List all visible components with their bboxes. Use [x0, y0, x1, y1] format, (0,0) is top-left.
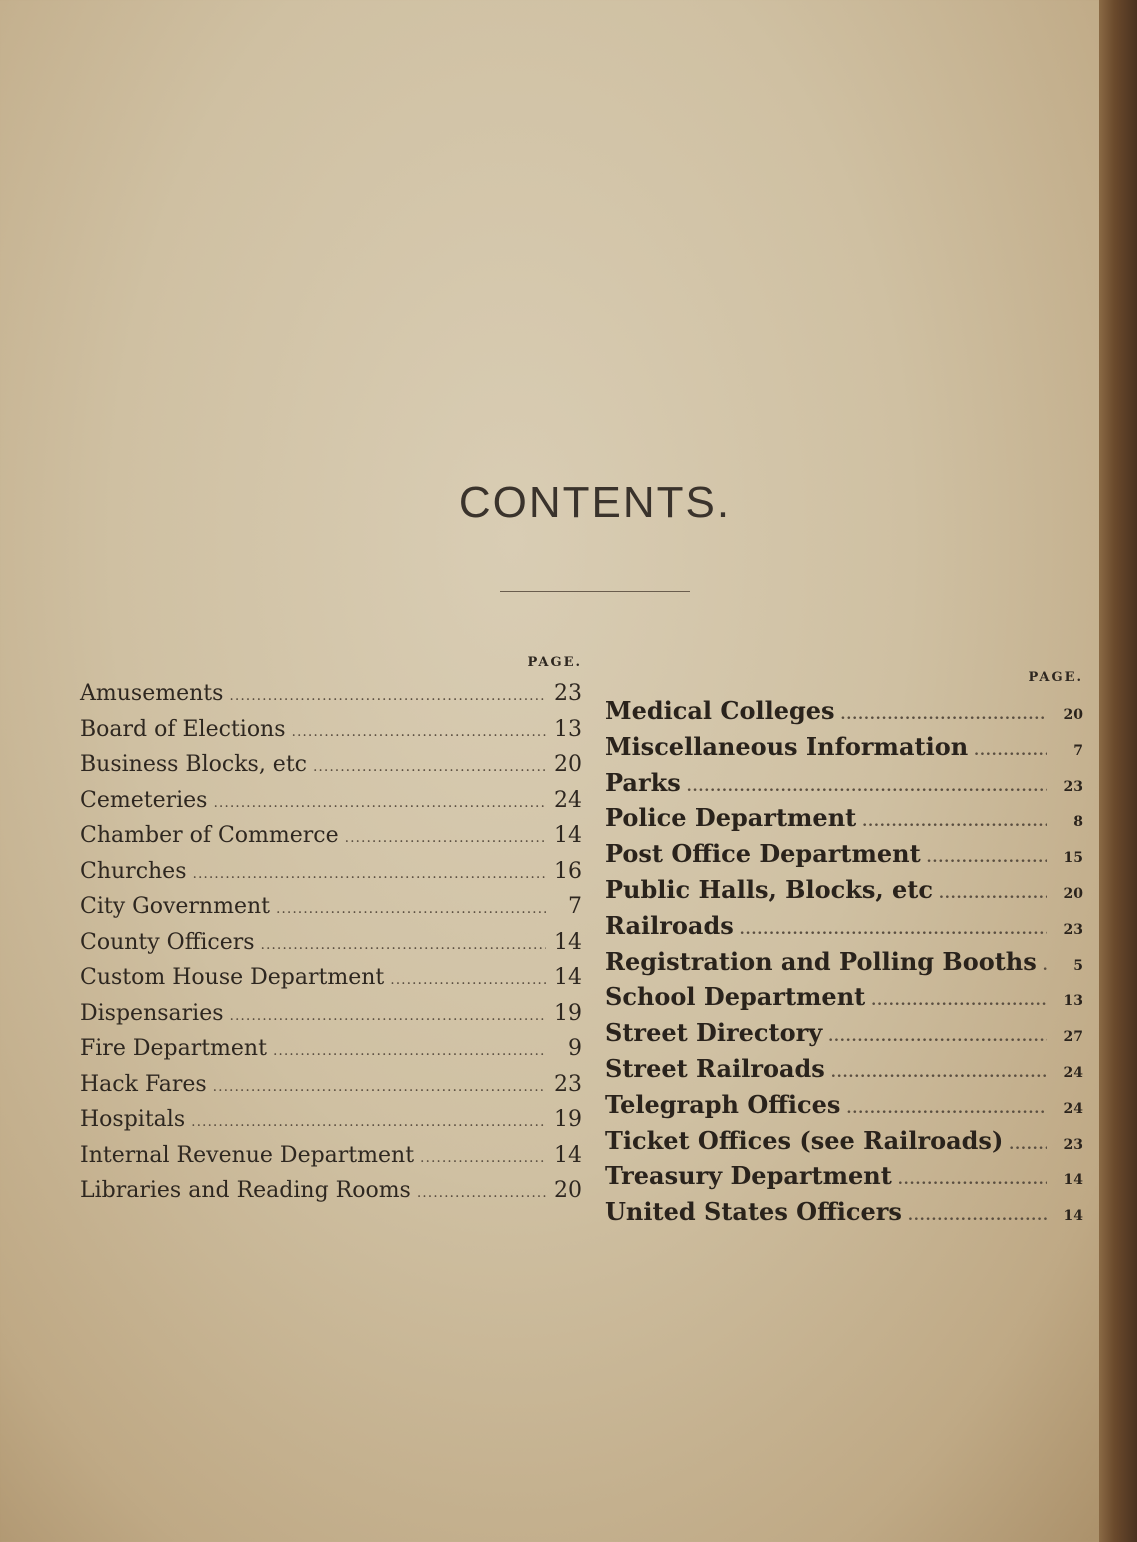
toc-entry	[605, 875, 1083, 911]
toc-entry-page: 8	[1073, 814, 1083, 831]
toc-entry-page: 27	[1063, 1029, 1083, 1046]
toc-entry-label: Chamber of Commerce	[80, 823, 339, 848]
toc-entry-page: 9	[568, 1036, 582, 1061]
toc-entry-label: Churches	[80, 858, 187, 884]
toc-entry-page: 7	[1073, 742, 1083, 759]
toc-entry	[80, 894, 582, 930]
toc-entry-page: 14	[1063, 1208, 1083, 1225]
toc-entry-label: Cemeteries	[80, 787, 208, 813]
toc-entry-label: Fire Department	[80, 1036, 267, 1061]
toc-entry	[80, 823, 582, 859]
toc-entry	[80, 1036, 582, 1072]
toc-entry-label: Medical Colleges	[605, 696, 835, 725]
toc-entry-label: Street Railroads	[605, 1053, 825, 1083]
leader-dots	[687, 768, 1047, 797]
page-title: CONTENTS.	[458, 478, 732, 527]
leader-dots	[974, 732, 1047, 761]
toc-entry	[80, 752, 582, 788]
leader-dots	[898, 1161, 1047, 1190]
toc-entry-label: Police Department	[605, 803, 857, 833]
contents-column-right	[605, 670, 1083, 1233]
toc-entry-page: 14	[554, 929, 582, 955]
toc-entry-page: 19	[554, 1107, 582, 1132]
toc-entry	[605, 768, 1083, 804]
leader-dots	[390, 965, 546, 990]
toc-entry-label: County Officers	[80, 929, 255, 955]
leader-dots	[417, 1178, 546, 1203]
toc-entry	[605, 732, 1083, 768]
toc-entry-page: 13	[1063, 993, 1083, 1010]
leader-dots	[841, 696, 1047, 725]
toc-entry-label: Street Directory	[605, 1018, 823, 1048]
toc-entry-label: Railroads	[605, 910, 734, 940]
leader-dots	[230, 1001, 546, 1026]
leader-dots	[345, 823, 546, 848]
toc-entry	[80, 681, 582, 717]
toc-entry	[80, 1178, 582, 1214]
leader-dots	[313, 752, 546, 777]
leader-dots	[831, 1054, 1047, 1083]
toc-entry-label: Public Halls, Blocks, etc	[605, 874, 934, 904]
toc-entry-label: Treasury Department	[605, 1161, 892, 1191]
toc-entry	[605, 839, 1083, 875]
leader-dots	[261, 930, 546, 955]
toc-entry	[605, 1054, 1083, 1090]
toc-entry-page: 16	[554, 858, 582, 884]
leader-dots	[939, 875, 1047, 904]
toc-entry-page: 23	[554, 681, 582, 706]
page-column-header: PAGE.	[1028, 670, 1083, 685]
toc-entry-label: Dispensaries	[80, 1000, 224, 1026]
leader-dots	[846, 1090, 1047, 1119]
leader-dots	[213, 788, 546, 813]
toc-entry	[605, 982, 1083, 1018]
toc-entry-label: Business Blocks, etc	[80, 752, 307, 777]
toc-entry	[605, 1126, 1083, 1162]
toc-entry-page: 15	[1063, 850, 1083, 867]
toc-entry-page: 14	[554, 965, 582, 990]
leader-dots	[908, 1197, 1047, 1226]
toc-entry-label: Post Office Department	[605, 839, 921, 869]
toc-entry-page: 14	[1063, 1172, 1083, 1189]
toc-entry-page: 19	[554, 1000, 582, 1026]
toc-entry-label: Amusements	[80, 681, 224, 706]
toc-entry	[80, 1001, 582, 1037]
toc-entry-page: 24	[554, 787, 582, 813]
title-divider	[500, 591, 690, 592]
leader-dots	[191, 1107, 546, 1132]
toc-entry	[80, 1072, 582, 1108]
toc-entry	[80, 859, 582, 895]
toc-entry-label: Hospitals	[80, 1107, 186, 1132]
toc-entry-page: 24	[1063, 1100, 1083, 1117]
toc-entry	[605, 947, 1083, 983]
contents-column-left	[80, 655, 582, 1214]
leader-dots	[1009, 1126, 1047, 1155]
leader-dots	[828, 1018, 1047, 1047]
leader-dots	[229, 681, 546, 706]
toc-entry-label: United States Officers	[605, 1197, 902, 1227]
toc-entry	[80, 788, 582, 824]
toc-entry	[605, 1018, 1083, 1054]
toc-entry-label: Parks	[605, 767, 681, 797]
leader-dots	[193, 859, 547, 884]
toc-entry-label: Registration and Polling Booths	[605, 946, 1037, 976]
toc-entry	[80, 717, 582, 753]
toc-entry-label: Telegraph Offices	[605, 1089, 841, 1119]
toc-entry-page: 7	[568, 894, 582, 919]
toc-entry-label: City Government	[80, 894, 270, 919]
leader-dots	[871, 982, 1047, 1011]
toc-entry-page: 23	[1063, 778, 1083, 795]
leader-dots	[273, 1036, 546, 1061]
toc-entry-page: 23	[1063, 921, 1083, 938]
toc-entry	[605, 1161, 1083, 1197]
leader-dots	[1043, 947, 1047, 976]
toc-entry-page: 20	[1063, 707, 1083, 723]
toc-entry-page: 24	[1063, 1064, 1083, 1081]
toc-entry-page: 20	[554, 1178, 582, 1203]
leader-dots	[740, 911, 1047, 940]
toc-entry	[605, 803, 1083, 839]
toc-entry	[605, 696, 1083, 732]
toc-entry-page: 20	[554, 752, 582, 777]
toc-entry	[605, 911, 1083, 947]
toc-entry-label: Ticket Offices (see Railroads)	[605, 1125, 1004, 1155]
toc-entry-page: 23	[554, 1071, 582, 1097]
toc-entry-page: 14	[554, 1142, 582, 1168]
leader-dots	[862, 803, 1047, 832]
book-spine-edge	[1099, 0, 1137, 1542]
page-column-header: PAGE.	[527, 655, 582, 670]
toc-entry-label: Board of Elections	[80, 716, 286, 742]
toc-entry	[605, 1197, 1083, 1233]
leader-dots	[420, 1143, 546, 1168]
toc-entry-label: Hack Fares	[80, 1071, 207, 1097]
toc-entry-page: 14	[554, 823, 582, 848]
leader-dots	[213, 1072, 546, 1097]
toc-entry-label: Custom House Department	[80, 965, 385, 990]
toc-entry-page: 20	[1063, 885, 1083, 902]
toc-entry-page: 23	[1063, 1136, 1083, 1153]
toc-entry	[80, 1143, 582, 1179]
toc-entry	[80, 1107, 582, 1143]
toc-entry-label: Miscellaneous Information	[605, 731, 969, 761]
toc-entry	[80, 930, 582, 966]
toc-entry-label: School Department	[605, 982, 866, 1012]
toc-entry	[605, 1090, 1083, 1126]
leader-dots	[292, 717, 546, 742]
toc-entry	[80, 965, 582, 1001]
toc-entry-label: Libraries and Reading Rooms	[80, 1178, 411, 1203]
toc-entry-page: 5	[1073, 957, 1083, 974]
leader-dots	[927, 839, 1047, 868]
toc-entry-page: 13	[554, 716, 582, 742]
toc-entry-label: Internal Revenue Department	[80, 1142, 415, 1168]
leader-dots	[276, 894, 546, 919]
